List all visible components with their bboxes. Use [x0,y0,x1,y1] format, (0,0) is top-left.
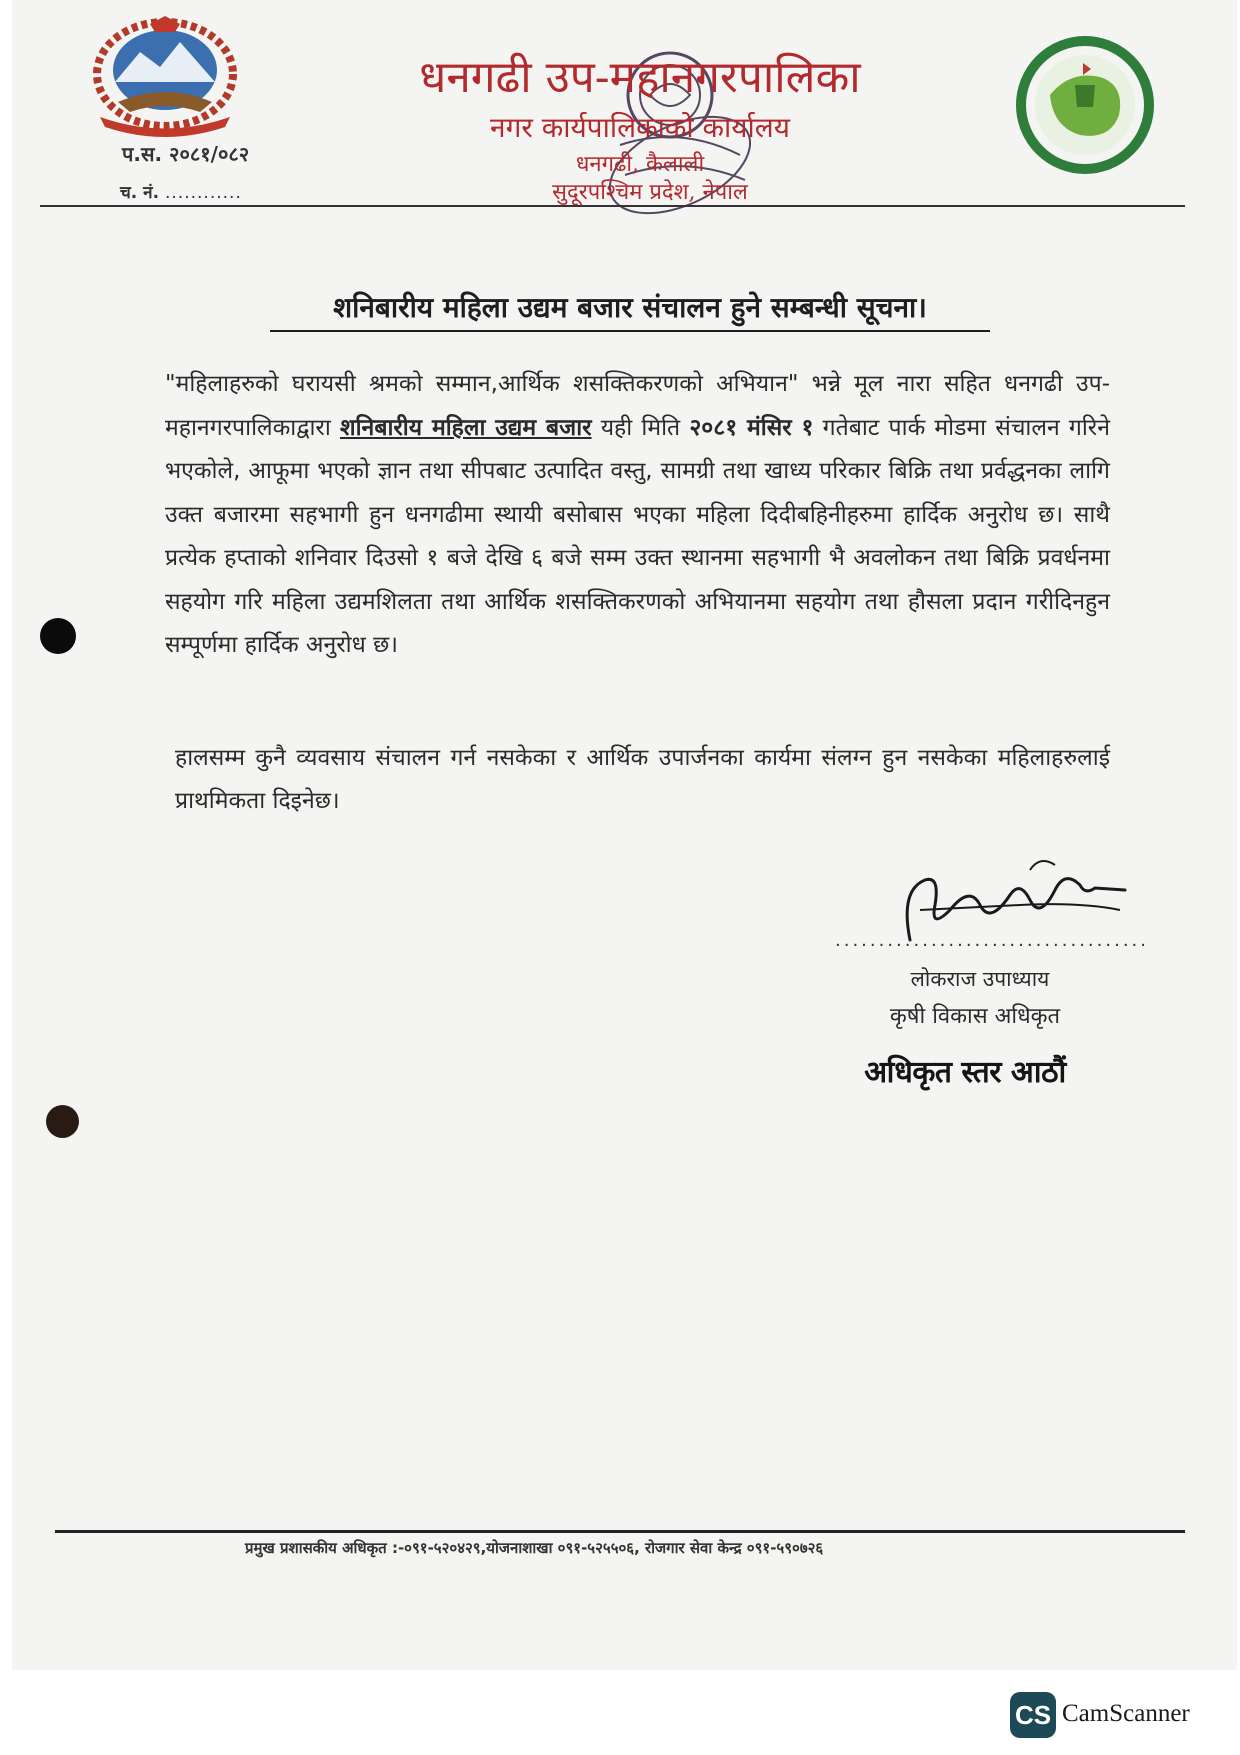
camscanner-watermark: CamScanner [1062,1700,1190,1727]
signature-line: .................................... [835,930,1149,951]
municipality-logo-icon [1015,35,1155,175]
nepal-emblem-icon [80,12,250,142]
camscanner-logo-icon: CS [1010,1692,1056,1738]
office-address: धनगढी, कैलाली [575,152,705,177]
p1-part-a: "महिलाहरुको घरायसी श्रमको सम्मान,आर्थिक शसक्तिकरणको अभियान" भन्ने मूल नारा सहित धनगढी उप-महानगरपालिकाद्वारा [165,371,1110,441]
signer-role: कृषी विकास अधिकृत [889,1004,1061,1029]
punch-hole [46,1105,79,1138]
reference-label: च. नं. [120,183,160,203]
office-name: नगर कार्यपालिकाको कार्यालय [490,111,790,144]
footer-contacts: प्रमुख प्रशासकीय अधिकृत :-०९१-५२०४२९,योजनाशाखा ०९१-५२५५०६, रोजगार सेवा केन्द्र ०९१-५९०७२६ [245,1539,824,1557]
reference-value: ............ [165,183,242,203]
p1-part-b: यही मिति [591,414,690,441]
notice-paragraph-2: हालसम्म कुनै व्यवसाय संचालन गर्न नसकेका र आर्थिक उपार्जनका कार्यमा संलग्न हुन नसकेका महिलाहरुलाई प्राथमिकता दिइनेछ। [175,745,1110,814]
header-divider [40,205,1185,207]
reference-number [120,180,242,203]
office-province: सुदूरपश्चिम प्रदेश, नेपाल [552,180,748,205]
start-date: २०८१ मंसिर १ [689,414,814,441]
footer-divider [55,1530,1185,1533]
market-name: शनिबारीय महिला उद्यम बजार [339,414,592,441]
signer-name: लोकराज उपाध्याय [910,967,1050,991]
notice-paragraph-1 [165,363,1110,668]
signer-level: अधिकृत स्तर आठौं [864,1055,1066,1090]
fiscal-year: प.स. २०८१/०८२ [122,142,250,166]
punch-hole [40,618,76,654]
p1-part-c: गतेबाट पार्क मोडमा संचालन गरिने भएकोले, आफूमा भएको ज्ञान तथा सीपबाट उत्पादित वस्तु, सामग्री तथा खाध्य परिकार बिक्रि तथा प्रर्वद्धनका लागि उक्त बजारमा सहभागी हुन धनगढीमा स्थायी बसोबास भएका महिला दिदीबहिनीहरुमा हार्दिक अनुरोध छ। साथै प्रत्येक हप्ताको शनिवार दिउसो १ बजे देखि ६ बजे सम्म उक्त स्थानमा सहभागी भै अवलोकन तथा बिक्रि प्रवर्धनमा सहयोग गरि महिला उद्यमशिलता तथा आर्थिक शसक्तिकरणको अभियानमा सहयोग तथा हौसला प्रदान गरीदिनहुन सम्पूर्णमा हार्दिक अनुरोध छ। [165,414,1110,658]
municipality-name: धनगढी उप-महानगरपालिका [419,52,861,103]
document-page [12,0,1237,1670]
notice-title: शनिबारीय महिला उद्यम बजार संचालन हुने सम्बन्धी सूचना। [270,288,990,332]
